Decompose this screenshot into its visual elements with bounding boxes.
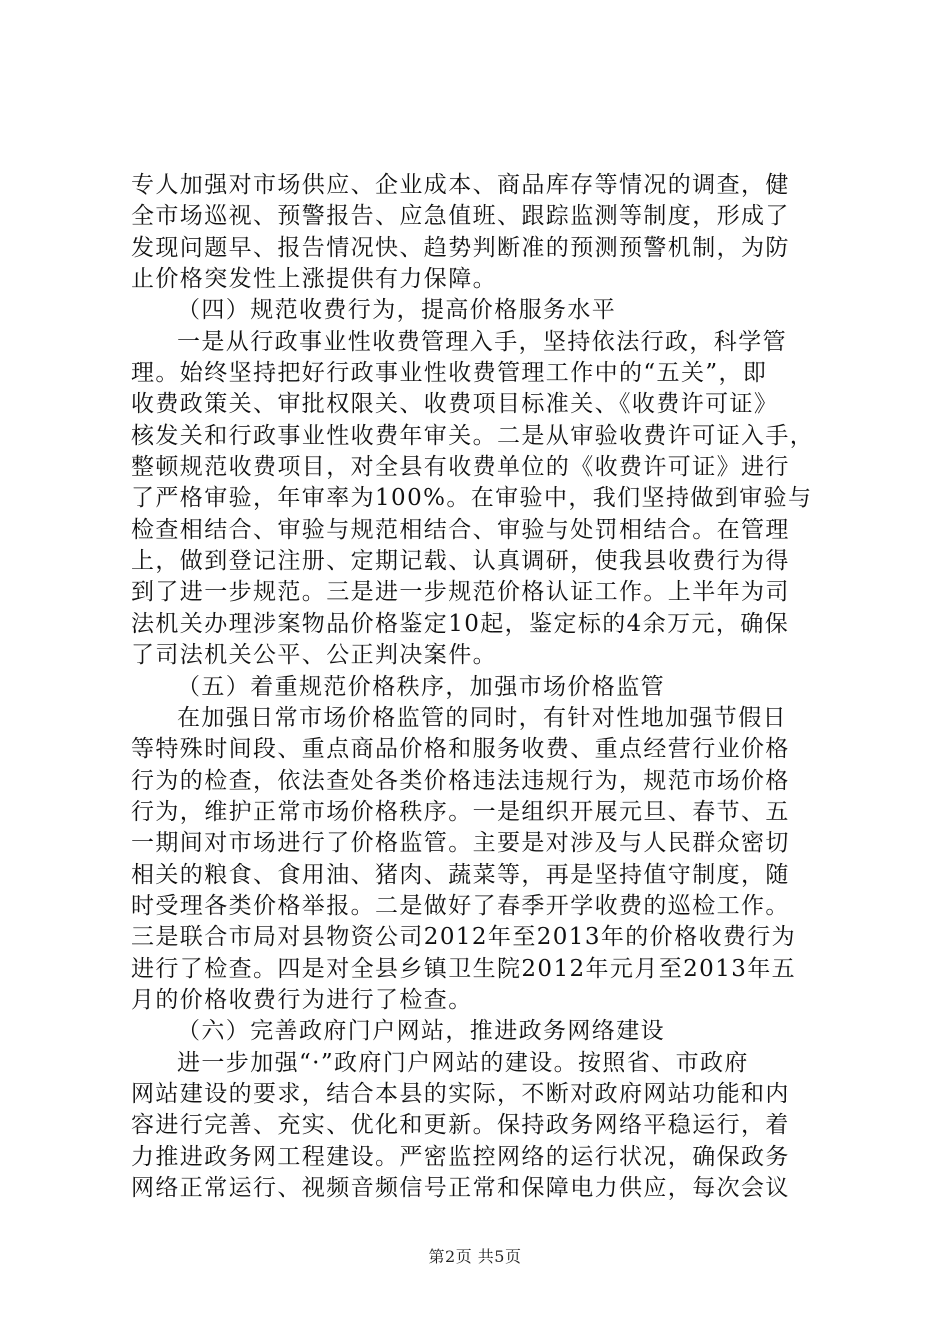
text-line: 力推进政务网工程建设。严密监控网络的运行状况，确保政务 [131, 1143, 790, 1170]
text-line: 一期间对市场进行了价格监管。主要是对涉及与人民群众密切 [131, 830, 790, 857]
text-line: 相关的粮食、食用油、猪肉、蔬菜等，再是坚持值守制度，随 [131, 861, 790, 888]
text-line: 网站建设的要求，结合本县的实际，不断对政府网站功能和内 [131, 1080, 790, 1107]
text-line: 三是联合市局对县物资公司2012年至2013年的价格收费行为 [131, 924, 797, 951]
text-line: 在加强日常市场价格监管的同时，有针对性地加强节假日 [177, 704, 787, 731]
text-line: 发现问题早、报告情况快、趋势判断准的预测预警机制，为防 [131, 234, 790, 261]
text-line: 了司法机关公平、公正判决案件。 [131, 642, 497, 669]
document-body [131, 170, 831, 1204]
text-line: 专人加强对市场供应、企业成本、商品库存等情况的调查，健 [131, 172, 790, 198]
text-line: 了严格审验，年审率为100%。在审验中，我们坚持做到审验与 [131, 485, 813, 512]
text-line: 法机关办理涉案物品价格鉴定10起，鉴定标的4余万元，确保 [131, 610, 790, 637]
text-line: 行为的检查，依法查处各类价格违法违规行为，规范市场价格 [131, 767, 790, 794]
text-line: 行为，维护正常市场价格秩序。一是组织开展元旦、春节、五 [131, 798, 790, 825]
text-line: 进一步加强“·”政府门户网站的建设。按照省、市政府 [177, 1049, 749, 1076]
text-line: 网络正常运行、视频音频信号正常和保障电力供应，每次会议 [131, 1175, 790, 1201]
text-line: 等特殊时间段、重点商品价格和服务收费、重点经营行业价格 [131, 736, 790, 763]
text-line: 到了进一步规范。三是进一步规范价格认证工作。上半年为司 [131, 579, 790, 606]
text-line: 全市场巡视、预警报告、应急值班、跟踪监测等制度，形成了 [131, 203, 790, 230]
text-line: 止价格突发性上涨提供有力保障。 [131, 266, 497, 293]
text-line: 时受理各类价格举报。二是做好了春季开学收费的巡检工作。 [131, 892, 790, 919]
text-line: 月的价格收费行为进行了检查。 [131, 986, 473, 1013]
text-line: 容进行完善、充实、优化和更新。保持政务网络平稳运行，着 [131, 1112, 790, 1139]
text-line: 收费政策关、审批权限关、收费项目标准关、《收费许可证》 [131, 391, 779, 418]
section-heading: （六）完善政府门户网站，推进政务网络建设 [177, 1018, 665, 1045]
text-line: 检查相结合、审验与规范相结合、审验与处罚相结合。在管理 [131, 516, 790, 543]
section-heading: （五）着重规范价格秩序，加强市场价格监管 [177, 673, 665, 700]
text-line: 核发关和行政事业性收费年审关。二是从审验收费许可证入手， [131, 422, 815, 449]
text-line: 一是从行政事业性收费管理入手，坚持依法行政，科学管 [177, 328, 787, 355]
text-line: 理。始终坚持把好行政事业性收费管理工作中的“五关”，即 [131, 360, 768, 387]
page-number-footer: 第2页 共5页 [428, 1247, 522, 1266]
text-line: 整顿规范收费项目，对全县有收费单位的《收费许可证》进行 [131, 454, 790, 481]
text-line: 进行了检查。四是对全县乡镇卫生院2012年元月至2013年五 [131, 955, 797, 982]
section-heading: （四）规范收费行为，提高价格服务水平 [177, 297, 617, 324]
text-line: 上，做到登记注册、定期记载、认真调研，使我县收费行为得 [131, 548, 790, 575]
